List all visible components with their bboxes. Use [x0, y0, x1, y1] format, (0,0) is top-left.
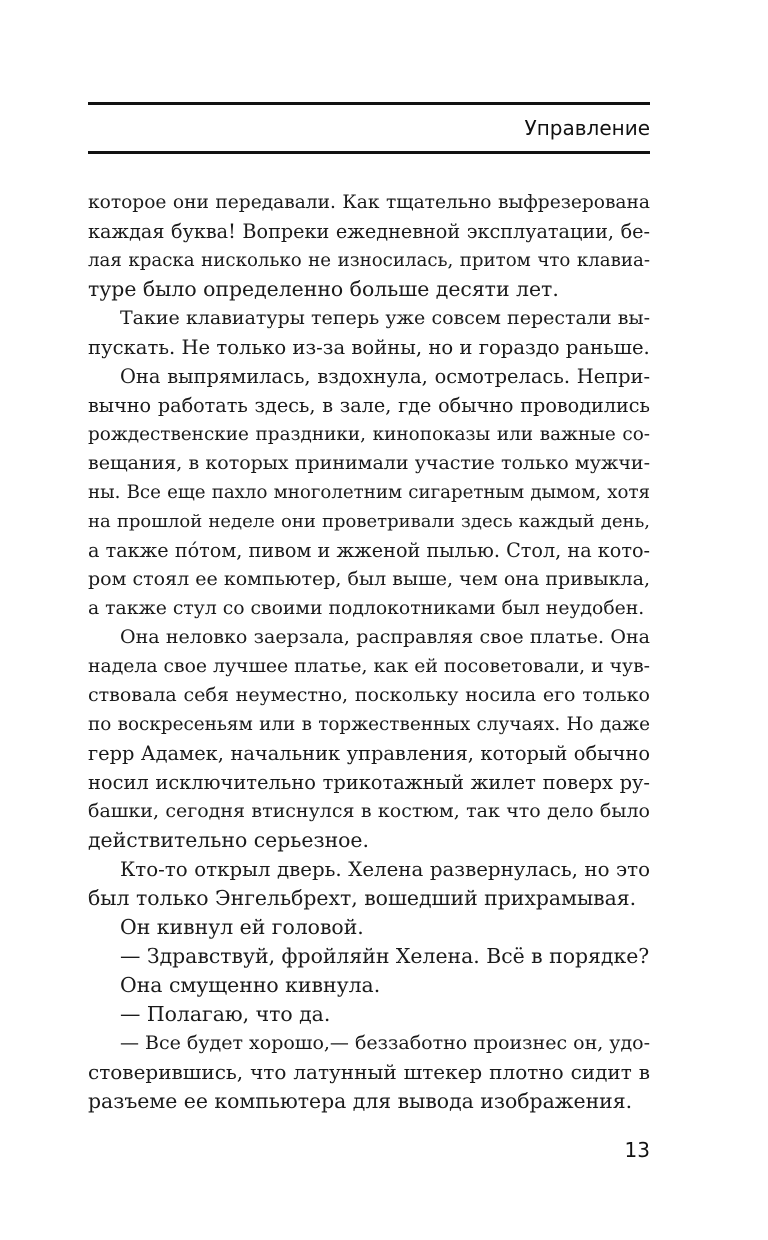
running-title: Управление	[524, 116, 650, 140]
text-line: каждая буква! Вопреки ежедневной эксплуатации, бе-	[88, 220, 650, 243]
text-line: Кто-то открыл дверь. Хелена развернулась, но это	[120, 858, 650, 881]
text-line: надела свое лучшее платье, как ей посоветовали, и чув-	[88, 656, 650, 677]
text-line: которое они передавали. Как тщательно выфрезерована	[88, 192, 650, 213]
text-line: на прошлой неделе они проветривали здесь каждый день,	[88, 511, 650, 532]
text-line: Она смущенно кивнула.	[120, 973, 381, 997]
text-line: стоверившись, что латунный штекер плотно сидит в	[88, 1060, 650, 1084]
text-line: а также стул со своими подлокотниками был неудобен.	[88, 598, 645, 619]
text-line: по воскресеньям или в торжественных случаях. Но даже	[88, 714, 650, 735]
text-line: герр Адамек, начальник управления, который обычно	[88, 742, 650, 765]
text-line: пускать. Не только из-за войны, но и гораздо раньше.	[88, 336, 650, 359]
text-line: а также по́том, пивом и жженой пылью. Стол, на кото-	[88, 539, 650, 562]
header-bottom-rule	[88, 151, 650, 154]
text-line: — Полагаю, что да.	[120, 1002, 331, 1026]
text-line: вещания, в которых принимали участие только мужчи-	[88, 452, 650, 474]
text-line: Такие клавиатуры теперь уже совсем перестали вы-	[120, 307, 650, 329]
text-line: — Все будет хорошо,— беззаботно произнес он, удо-	[120, 1032, 651, 1054]
header-top-rule	[88, 102, 650, 105]
text-line: ствовала себя неуместно, поскольку носила его только	[88, 684, 650, 706]
text-line: ны. Все еще пахло многолетним сигаретным дымом, хотя	[88, 482, 650, 503]
page-number: 13	[624, 1138, 650, 1162]
text-line: башки, сегодня втиснулся в костюм, так что дело было	[88, 800, 650, 822]
text-line: рождественские праздники, кинопоказы или важные со-	[88, 424, 650, 445]
text-line: лая краска нисколько не износилась, притом что клавиа-	[88, 250, 650, 271]
text-line: Он кивнул ей головой.	[120, 915, 364, 939]
text-line: Она неловко заерзала, расправляя свое платье. Она	[120, 626, 650, 648]
text-line: туре было определенно больше десяти лет.	[88, 277, 559, 301]
text-line: ром стоял ее компьютер, был выше, чем она привыкла,	[88, 568, 650, 590]
text-line: Она выпрямилась, вздохнула, осмотрелась. Непри-	[120, 365, 650, 388]
text-line: был только Энгельбрехт, вошедший прихрамывая.	[88, 886, 637, 910]
text-line: носил исключительно трикотажный жилет поверх ру-	[88, 771, 650, 794]
text-line: вычно работать здесь, в зале, где обычно проводились	[88, 394, 650, 417]
body-text	[88, 188, 650, 1116]
text-line: — Здравствуй, фройляйн Хелена. Всё в порядке?	[120, 944, 650, 968]
text-line: действительно серьезное.	[88, 828, 369, 852]
text-line: разъеме ее компьютера для вывода изображения.	[88, 1089, 633, 1113]
